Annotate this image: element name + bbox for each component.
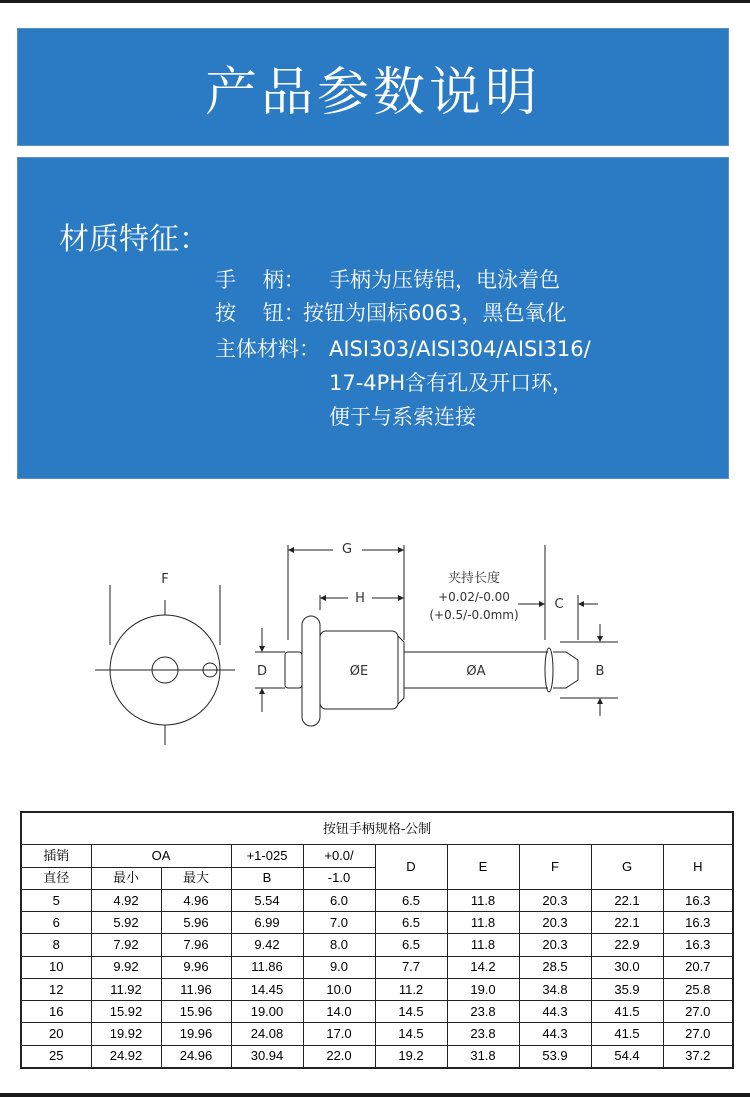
table-cell: 28.5	[519, 956, 591, 978]
table-cell: 41.5	[591, 1001, 663, 1023]
table-cell: 14.0	[303, 1001, 375, 1023]
header-pin-bottom: 直径	[21, 867, 91, 889]
table-cell: 16.3	[663, 889, 733, 911]
label-c: C	[554, 597, 564, 612]
label-a: ØA	[466, 664, 486, 679]
button-label: 按 钮：	[215, 301, 305, 325]
table-cell: 22.9	[591, 934, 663, 956]
table-cell: 8	[21, 934, 91, 956]
table-cell: 14.5	[375, 1001, 447, 1023]
header-b-bottom: B	[231, 867, 303, 889]
table-cell: 34.8	[519, 978, 591, 1000]
table-cell: 22.0	[303, 1045, 375, 1068]
handle-spec	[215, 264, 560, 294]
table-cell: 30.0	[591, 956, 663, 978]
table-cell: 19.00	[231, 1001, 303, 1023]
grip-length-title: 夹持长度	[447, 571, 501, 586]
table-cell: 9.92	[91, 956, 161, 978]
table-cell: 15.96	[161, 1001, 231, 1023]
table-cell: 27.0	[663, 1001, 733, 1023]
table-cell: 23.8	[447, 1023, 519, 1045]
table-cell: 11.8	[447, 934, 519, 956]
header-e: E	[447, 845, 519, 890]
page-title: 产品参数说明	[204, 62, 541, 123]
table-cell: 11.8	[447, 912, 519, 934]
table-cell: 5.96	[161, 912, 231, 934]
bottom-border	[0, 1093, 750, 1097]
table-row	[21, 889, 733, 911]
table-cell: 22.1	[591, 889, 663, 911]
table-cell: 44.3	[519, 1023, 591, 1045]
body-value-line-1: AISI303/AISI304/AISI316/	[329, 337, 591, 361]
table-cell: 31.8	[447, 1045, 519, 1068]
table-cell: 24.96	[161, 1045, 231, 1068]
table-cell: 6.5	[375, 889, 447, 911]
table-cell: 41.5	[591, 1023, 663, 1045]
table-cell: 37.2	[663, 1045, 733, 1068]
table-cell: 15.92	[91, 1001, 161, 1023]
table-cell: 25.8	[663, 978, 733, 1000]
table-cell: 5.92	[91, 912, 161, 934]
top-border	[0, 0, 750, 3]
table-cell: 6	[21, 912, 91, 934]
table-cell: 27.0	[663, 1023, 733, 1045]
table-cell: 6.99	[231, 912, 303, 934]
table-cell: 20.7	[663, 956, 733, 978]
grip-tolerance-inch: +0.02/-0.00	[438, 590, 510, 604]
table-cell: 4.92	[91, 889, 161, 911]
table-cell: 9.0	[303, 956, 375, 978]
table-cell: 54.4	[591, 1045, 663, 1068]
table-cell: 11.86	[231, 956, 303, 978]
table-cell: 6.0	[303, 889, 375, 911]
table-cell: 5.54	[231, 889, 303, 911]
table-cell: 6.5	[375, 912, 447, 934]
body-value-line-3: 便于与系索连接	[329, 405, 476, 429]
table-cell: 14.45	[231, 978, 303, 1000]
table-row	[21, 1045, 733, 1068]
label-e: ØE	[349, 664, 369, 679]
table-cell: 53.9	[519, 1045, 591, 1068]
table-cell: 5	[21, 889, 91, 911]
table-cell: 11.92	[91, 978, 161, 1000]
table-cell: 23.8	[447, 1001, 519, 1023]
table-cell: 10.0	[303, 978, 375, 1000]
handle-label: 手 柄：	[215, 268, 305, 292]
button-spec	[215, 297, 566, 327]
table-cell: 16.3	[663, 934, 733, 956]
header-h: H	[663, 845, 733, 890]
table-cell: 19.96	[161, 1023, 231, 1045]
table-cell: 24.92	[91, 1045, 161, 1068]
label-g: G	[341, 542, 353, 557]
table-row	[21, 912, 733, 934]
table-cell: 11.2	[375, 978, 447, 1000]
table-cell: 6.5	[375, 934, 447, 956]
label-b: B	[595, 664, 605, 679]
header-oa: OA	[91, 845, 231, 867]
table-cell: 20.3	[519, 912, 591, 934]
header-g: G	[591, 845, 663, 890]
table-row	[21, 1023, 733, 1045]
header-c-top: +0.0/	[303, 845, 375, 867]
header-b-top: +1-025	[231, 845, 303, 867]
body-value-line-2: 17-4PH含有孔及开口环，	[329, 371, 574, 395]
header-pin-top: 插销	[21, 845, 91, 867]
label-d: D	[256, 664, 268, 679]
table-cell: 9.42	[231, 934, 303, 956]
table-row	[21, 1001, 733, 1023]
table-cell: 7.96	[161, 934, 231, 956]
header-d: D	[375, 845, 447, 890]
title-banner	[17, 28, 729, 146]
table-row	[21, 956, 733, 978]
table-cell: 10	[21, 956, 91, 978]
table-cell: 16.3	[663, 912, 733, 934]
header-oa-min: 最小	[91, 867, 161, 889]
table-cell: 9.96	[161, 956, 231, 978]
table-cell: 20.3	[519, 889, 591, 911]
handle-value: 手柄为压铸铝，电泳着色	[329, 268, 560, 292]
material-panel	[17, 157, 729, 479]
table-cell: 4.96	[161, 889, 231, 911]
label-h: H	[355, 591, 365, 606]
table-cell: 16	[21, 1001, 91, 1023]
table-cell: 30.94	[231, 1045, 303, 1068]
pin-drawing	[0, 520, 750, 780]
table-cell: 7.92	[91, 934, 161, 956]
table-cell: 11.8	[447, 889, 519, 911]
body-label: 主体材料：	[215, 337, 320, 361]
table-caption: 按钮手柄规格-公制	[21, 812, 733, 845]
table-cell: 14.2	[447, 956, 519, 978]
table-cell: 19.0	[447, 978, 519, 1000]
table-cell: 20.3	[519, 934, 591, 956]
table-cell: 19.2	[375, 1045, 447, 1068]
table-cell: 11.96	[161, 978, 231, 1000]
material-heading: 材质特征：	[59, 222, 209, 257]
table-cell: 24.08	[231, 1023, 303, 1045]
table-cell: 20	[21, 1023, 91, 1045]
button-value: 按钮为国标6063，黑色氧化	[303, 301, 567, 325]
header-c-bottom: -1.0	[303, 867, 375, 889]
table-cell: 8.0	[303, 934, 375, 956]
table-cell: 22.1	[591, 912, 663, 934]
table-cell: 14.5	[375, 1023, 447, 1045]
table-header-row-1	[21, 845, 733, 867]
table-row	[21, 934, 733, 956]
grip-tolerance-mm: (+0.5/-0.0mm)	[429, 608, 519, 622]
table-cell: 44.3	[519, 1001, 591, 1023]
table-cell: 25	[21, 1045, 91, 1068]
table-row	[21, 978, 733, 1000]
header-f: F	[519, 845, 591, 890]
table-cell: 19.92	[91, 1023, 161, 1045]
table-cell: 7.7	[375, 956, 447, 978]
table-cell: 17.0	[303, 1023, 375, 1045]
table-cell: 35.9	[591, 978, 663, 1000]
spec-table	[20, 811, 734, 1069]
table-cell: 7.0	[303, 912, 375, 934]
body-spec	[215, 333, 591, 363]
header-oa-max: 最大	[161, 867, 231, 889]
label-f: F	[161, 572, 169, 587]
table-cell: 12	[21, 978, 91, 1000]
